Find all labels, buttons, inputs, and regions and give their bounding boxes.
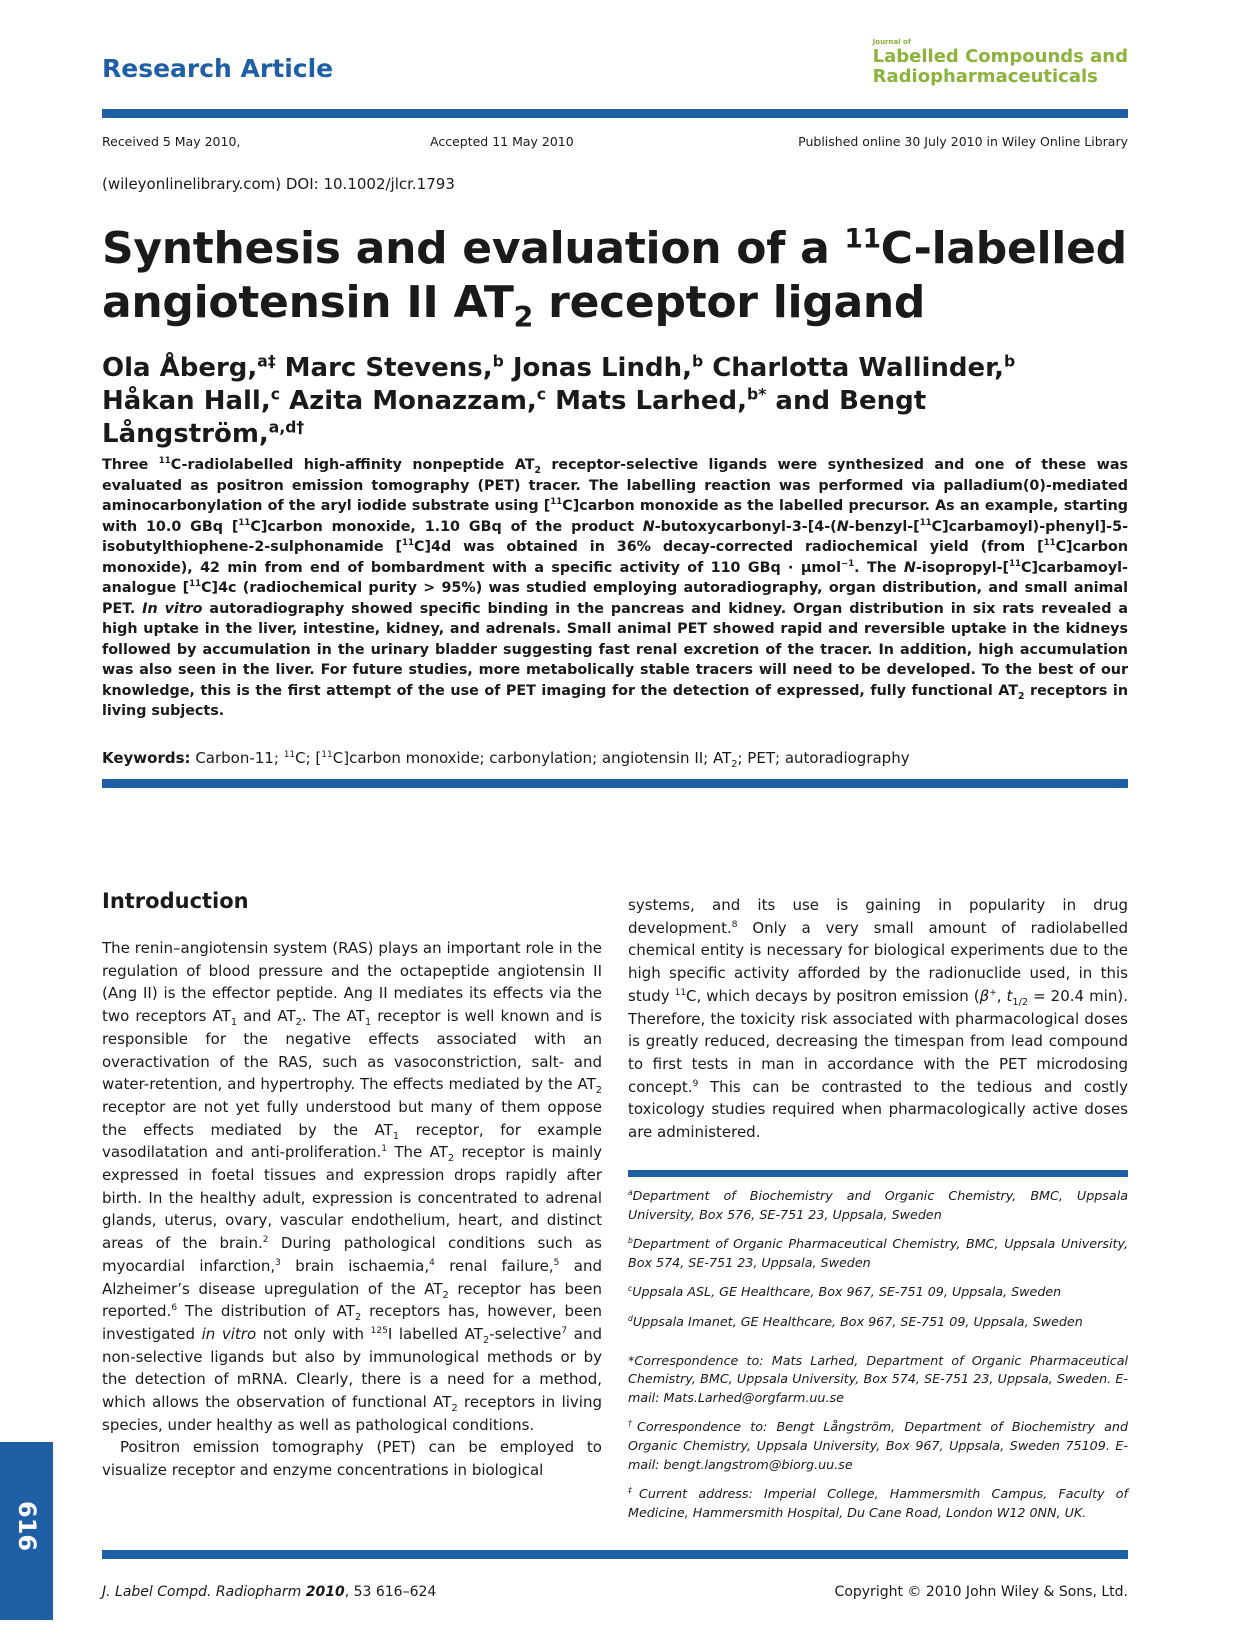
page-number: 616 [13, 1501, 41, 1552]
footnote-current-address: ‡Current address: Imperial College, Hammersmith Campus, Faculty of Medicine, Hammersmith Hospital, Du Cane Road, London W12 0NN, UK. [628, 1485, 1128, 1520]
keywords-label: Keywords: [102, 749, 191, 767]
footnote-c: $^c$Uppsala ASL, GE Healthcare, Box 967, SE-751 09, Uppsala, Sweden [628, 1284, 1062, 1300]
accepted-date: Accepted 11 May 2010 [430, 134, 574, 149]
body-column-left [102, 937, 602, 1482]
header-rule [102, 109, 1128, 118]
footer-rule [102, 1550, 1128, 1559]
author-list: Ola Åberg,$^{a\ddagger}$ Marc Stevens,$^b$ Jonas Lindh,$^b$ Charlotta Wallinder,$^b$ Håkan Hall,$^c$ Azita Monazzam,$^c$ Mats Larhed,$^{b*}$ and Bengt Långström,$^{a,d\dagger}$ [102, 352, 1016, 449]
footnote-rule [628, 1170, 1128, 1177]
body-column-right [628, 894, 1128, 1144]
affiliation-footnotes [628, 1187, 1128, 1533]
section-heading-introduction: Introduction [102, 889, 249, 913]
received-date: Received 5 May 2010, [102, 134, 241, 149]
footnote-correspondence-1: *Correspondence to: Mats Larhed, Department of Organic Pharmaceutical Chemistry, BMC, Uppsala University, Box 574, SE-751 23, Uppsala, Sweden. E-mail: Mats.Larhed@orgfarm.uu.se [628, 1352, 1128, 1405]
abstract: Three $^{11}$C-radiolabelled high-affinity nonpeptide $AT_2$ receptor-selective ligands were synthesized and one of these was evaluated as positron emission tomography (PET) tracer. The labelling reaction was performed via palladium(0)-mediated aminocarbonylation of the aryl iodide substrate using [$^{11}$C]carbon monoxide as the labelled precursor. As an example, starting with 10.0 GBq [$^{11}$C]carbon monoxide, 1.10 GBq of the product N-butoxycarbonyl-3-[4-(N-benzyl-[$^{11}$C]carbamoyl)-phenyl]-5-isobutylthiophene-2-sulphonamide [$^{11}$C]4d was obtained in 36% decay-corrected radiochemical yield (from [$^{11}$C]carbon monoxide), 42 min from end of bombardment with a specific activity of 110 GBq · μmol$^{-1}$. The N-isopropyl-[$^{11}$C]carbamoyl-analogue [$^{11}$C]4c (radiochemical purity > 95%) was studied employing autoradiography, organ distribution, and small animal PET. In vitro autoradiography showed specific binding in the pancreas and kidney. Organ distribution in six rats revealed a high uptake in the liver, intestine, kidney, and adrenals. Small animal PET showed rapid and reversible uptake in the kidneys followed by accumulation in the urinary bladder suggesting fast renal excretion of the tracer. In addition, high accumulation was also seen in the liver. For future studies, more metabolically stable tracers will need to be developed. To the best of our knowledge, this is the first attempt of the use of PET imaging for the detection of expressed, fully functional $AT_2$ receptors in living subjects. [102, 456, 1129, 719]
intro-paragraph-2: Positron emission tomography (PET) can be employed to visualize receptor and enzyme concentrations in biological [102, 1438, 602, 1480]
article-type-label: Research Article [102, 54, 334, 83]
keywords: Keywords: Carbon-11; $^{11}$C; [$^{11}$C]carbon monoxide; carbonylation; angiotensin II; $AT_2$; PET; autoradiography [102, 749, 910, 770]
footer-citation: J. Label Compd. Radiopharm 2010, 53 616–624 [102, 1584, 437, 1600]
footnote-b: $^b$Department of Organic Pharmaceutical Chemistry, BMC, Uppsala University, Box 574, SE-751 23, Uppsala, Sweden [628, 1235, 1128, 1270]
doi: (wileyonlinelibrary.com) DOI: 10.1002/jlcr.1793 [102, 175, 455, 193]
intro-paragraph-1: The renin–angiotensin system (RAS) plays an important role in the regulation of blood pressure and the octapeptide angiotensin II (Ang II) is the effector peptide. Ang II mediates its effects via the two receptors $AT_1$ and $AT_2$. The $AT_1$ receptor is well known and is responsible for the negative effects associated with an overactivation of the RAS, such as vasoconstriction, salt- and water-retention, and hypertrophy. The effects mediated by the $AT_2$ receptor are not yet fully understood but many of them oppose the effects mediated by the $AT_1$ receptor, for example vasodilatation and anti-proliferation.$^1$ The $AT_2$ receptor is mainly expressed in foetal tissues and expression drops rapidly after birth. In the healthy adult, expression is concentrated to adrenal glands, uterus, ovary, vascular endothelium, heart, and distinct areas of the brain.$^2$ During pathological conditions such as myocardial infarction,$^3$ brain ischaemia,$^4$ renal failure,$^5$ and Alzheimer’s disease upregulation of the $AT_2$ receptor has been reported.$^6$ The distribution of $AT_2$ receptors has, however, been investigated in vitro not only with $^{125}$I labelled $AT_2-selective^7$ and non-selective ligands but also by immunological methods or by the detection of mRNA. Clearly, there is a need for a method, which allows the observation of functional $AT_2$ receptors in living species, under healthy as well as pathological conditions. [102, 939, 602, 1434]
journal-logo-small: Journal of [872, 38, 911, 46]
footer-copyright: Copyright © 2010 John Wiley & Sons, Ltd. [834, 1584, 1128, 1600]
footnote-a: $^a$Department of Biochemistry and Organic Chemistry, BMC, Uppsala University, Box 576, SE-751 23, Uppsala, Sweden [628, 1187, 1128, 1222]
article-title: Synthesis and evaluation of a $^{11}$C-labelled angiotensin II $AT_2$ receptor ligand [102, 223, 1127, 334]
journal-logo-line2: Radiopharmaceuticals [872, 66, 1098, 87]
abstract-rule [102, 779, 1128, 788]
journal-logo-line1: Labelled Compounds and [872, 46, 1128, 67]
footnote-d: $^d$Uppsala Imanet, GE Healthcare, Box 967, SE-751 09, Uppsala, Sweden [628, 1313, 1083, 1329]
footnote-correspondence-2: †Correspondence to: Bengt Långström, Department of Biochemistry and Organic Chemistry, Uppsala University, Box 967, Uppsala, Sweden 75109. E-mail: bengt.langstrom@biorg.uu.se [628, 1419, 1129, 1472]
published-date: Published online 30 July 2010 in Wiley Online Library [798, 134, 1128, 149]
intro-paragraph-2-continued: systems, and its use is gaining in popularity in drug development.$^8$ Only a very small amount of radiolabelled chemical entity is necessary for biological experiments due to the high specific activity afforded by the radionuclide used, in this study $^{11}$C, which decays by positron emission (β+, $t_{1/2} = 20.4$ min). Therefore, the toxicity risk associated with pharmacological doses is greatly reduced, decreasing the timespan from lead compound to first tests in man in accordance with the PET microdosing concept.$^9$ This can be contrasted to the tedious and costly toxicology studies required when pharmacologically active doses are administered. [628, 896, 1128, 1142]
journal-logo [873, 38, 1128, 87]
